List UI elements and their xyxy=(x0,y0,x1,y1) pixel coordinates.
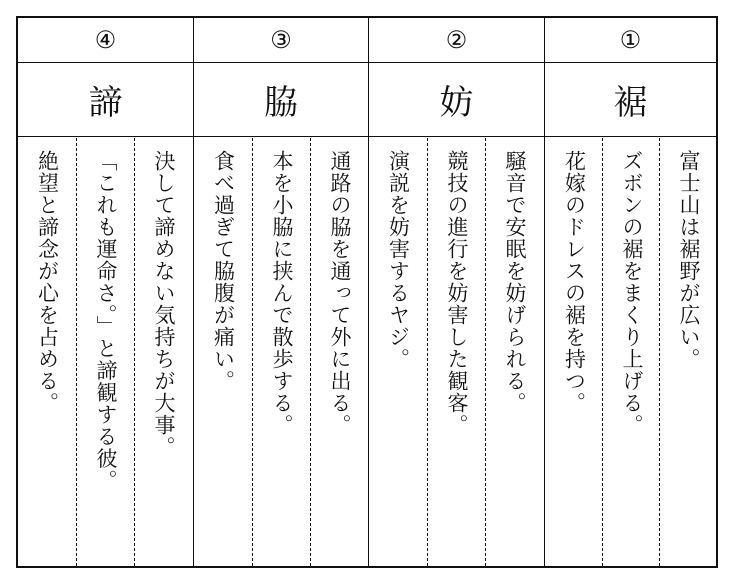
sentence-text: 食べ過ぎて脇腹が痛い。 xyxy=(211,150,236,392)
column-number: ④ xyxy=(18,18,193,63)
sentence-text: 騒音で安眠を妨げられる。 xyxy=(503,150,527,414)
sentence-text: 花嫁のドレスの裾を持つ。 xyxy=(562,150,587,414)
sentence-cell xyxy=(134,138,192,566)
sentence-area xyxy=(194,138,368,566)
sentence-cell xyxy=(369,138,427,566)
column-1 xyxy=(544,18,716,566)
sentence-cell xyxy=(194,138,252,566)
column-number: ② xyxy=(369,18,544,63)
sentence-text: 決して諦めない気持ちが大事。 xyxy=(152,150,176,458)
sentence-text: ズボンの裾をまくり上げる。 xyxy=(620,150,644,436)
column-4 xyxy=(18,18,193,566)
sentence-cell xyxy=(485,138,543,566)
column-number: ③ xyxy=(194,18,368,63)
sentence-text: 「これも運命さ。」と諦観する彼。 xyxy=(94,150,118,492)
sentence-cell xyxy=(252,138,310,566)
sentence-text: 競技の進行を妨害した観客。 xyxy=(445,150,469,436)
sentence-area xyxy=(545,138,716,566)
column-number: ① xyxy=(545,18,716,63)
sentence-text: 絶望と諦念が心を占める。 xyxy=(35,150,60,414)
sentence-cell xyxy=(76,138,134,566)
sentence-cell xyxy=(310,138,368,566)
sentence-cell xyxy=(427,138,485,566)
kanji-heading: 妨 xyxy=(369,62,544,137)
kanji-heading: 脇 xyxy=(194,62,368,137)
kanji-practice-table xyxy=(16,16,718,568)
sentence-text: 富士山は裾野が広い。 xyxy=(677,150,701,370)
sentence-text: 通路の脇を通って外に出る。 xyxy=(328,150,352,436)
column-3 xyxy=(193,18,368,566)
kanji-heading: 諦 xyxy=(18,62,193,137)
sentence-cell xyxy=(18,138,76,566)
sentence-cell xyxy=(659,138,717,566)
sentence-area xyxy=(369,138,544,566)
sentence-text: 本を小脇に挟んで散歩する。 xyxy=(270,150,294,436)
column-2 xyxy=(368,18,544,566)
sentence-cell xyxy=(602,138,660,566)
kanji-heading: 裾 xyxy=(545,62,716,137)
sentence-area xyxy=(18,138,193,566)
sentence-text: 演説を妨害するヤジ。 xyxy=(386,150,411,370)
sentence-cell xyxy=(545,138,603,566)
